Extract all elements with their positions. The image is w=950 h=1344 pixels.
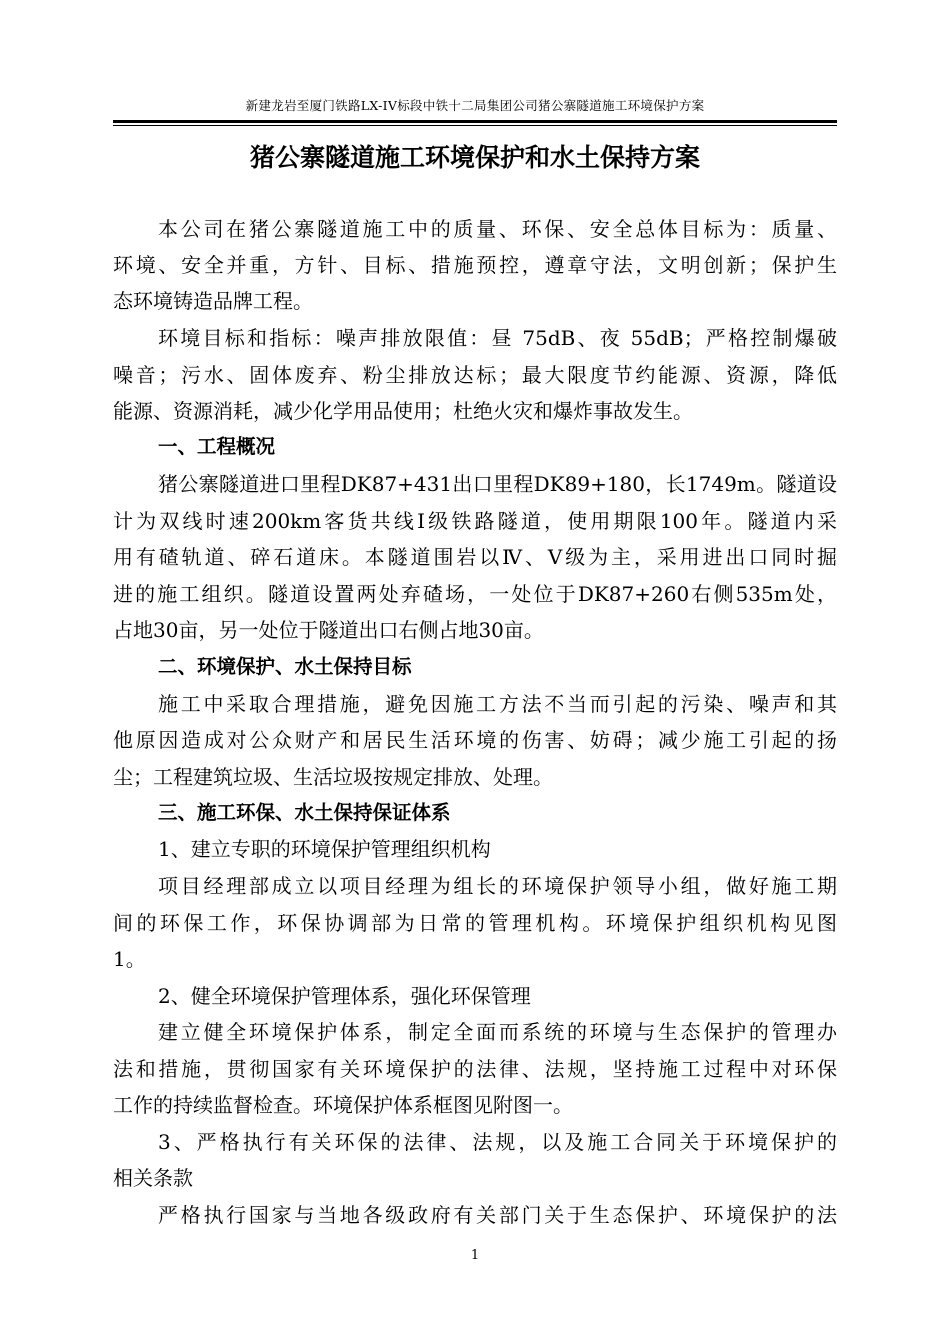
section-heading-2: 二、环境保护、水土保持目标 xyxy=(158,655,412,678)
body-line: 他原因造成对公众财产和居民生活环境的伤害、妨碍；减少施工引起的扬 xyxy=(113,728,837,752)
body-line: 1。 xyxy=(113,947,146,971)
page-number: 1 xyxy=(470,1248,480,1263)
body-line: 进的施工组织。隧道设置两处弃碴场，一处位于DK87+260右侧535m处， xyxy=(113,582,837,606)
body-line: 项目经理部成立以项目经理为组长的环境保护领导小组，做好施工期 xyxy=(158,874,837,898)
section-heading-3: 三、施工环保、水土保持保证体系 xyxy=(158,801,451,824)
document-title: 猪公寨隧道施工环境保护和水土保持方案 xyxy=(249,143,700,172)
body-line: 间的环保工作，环保协调部为日常的管理机构。环境保护组织机构见图 xyxy=(113,911,837,935)
body-line: 尘；工程建筑垃圾、生活垃圾按规定排放、处理。 xyxy=(113,765,553,789)
subsection-heading-cont: 相关条款 xyxy=(113,1166,193,1190)
body-line: 计为双线时速200km客货共线Ⅰ级铁路隧道，使用期限100年。隧道内采 xyxy=(113,509,837,533)
header-rule-thick xyxy=(113,120,837,123)
body-line: 用有碴轨道、碎石道床。本隧道围岩以Ⅳ、Ⅴ级为主，采用进出口同时掘 xyxy=(113,545,837,569)
body-line: 态环境铸造品牌工程。 xyxy=(113,289,313,313)
body-line: 本公司在猪公寨隧道施工中的质量、环保、安全总体目标为：质量、 xyxy=(158,217,837,241)
subsection-heading: 3、严格执行有关环保的法律、法规，以及施工合同关于环境保护的 xyxy=(158,1130,837,1154)
body-line: 建立健全环境保护体系，制定全面而系统的环境与生态保护的管理办 xyxy=(158,1020,837,1044)
body-line: 施工中采取合理措施，避免因施工方法不当而引起的污染、噪声和其 xyxy=(158,692,837,716)
body-line: 能源、资源消耗，减少化学用品使用；杜绝火灾和爆炸事故发生。 xyxy=(113,399,693,423)
subsection-heading: 1、建立专职的环境保护管理组织机构 xyxy=(158,837,491,861)
body-line: 环境目标和指标：噪声排放限值：昼 75dB、夜 55dB；严格控制爆破 xyxy=(158,326,837,350)
section-heading-1: 一、工程概况 xyxy=(158,435,276,458)
body-line: 严格执行国家与当地各级政府有关部门关于生态保护、环境保护的法 xyxy=(158,1203,837,1227)
body-line: 法和措施，贯彻国家有关环境保护的法律、法规，坚持施工过程中对环保 xyxy=(113,1057,837,1081)
subsection-heading: 2、健全环境保护管理体系，强化环保管理 xyxy=(158,984,531,1008)
body-line: 猪公寨隧道进口里程DK87+431出口里程DK89+180，长1749m。隧道设 xyxy=(158,472,837,496)
header-rule-thin xyxy=(113,125,837,126)
body-line: 环境、安全并重，方针、目标、措施预控，遵章守法，文明创新；保护生 xyxy=(113,253,837,277)
body-line: 噪音；污水、固体废弃、粉尘排放达标；最大限度节约能源、资源，降低 xyxy=(113,363,837,387)
body-line: 工作的持续监督检查。环境保护体系框图见附图一。 xyxy=(113,1093,573,1117)
running-header: 新建龙岩至厦门铁路LX-IV标段中铁十二局集团公司猪公寨隧道施工环境保护方案 xyxy=(245,98,705,113)
body-line: 占地30亩，另一处位于隧道出口右侧占地30亩。 xyxy=(113,618,544,642)
